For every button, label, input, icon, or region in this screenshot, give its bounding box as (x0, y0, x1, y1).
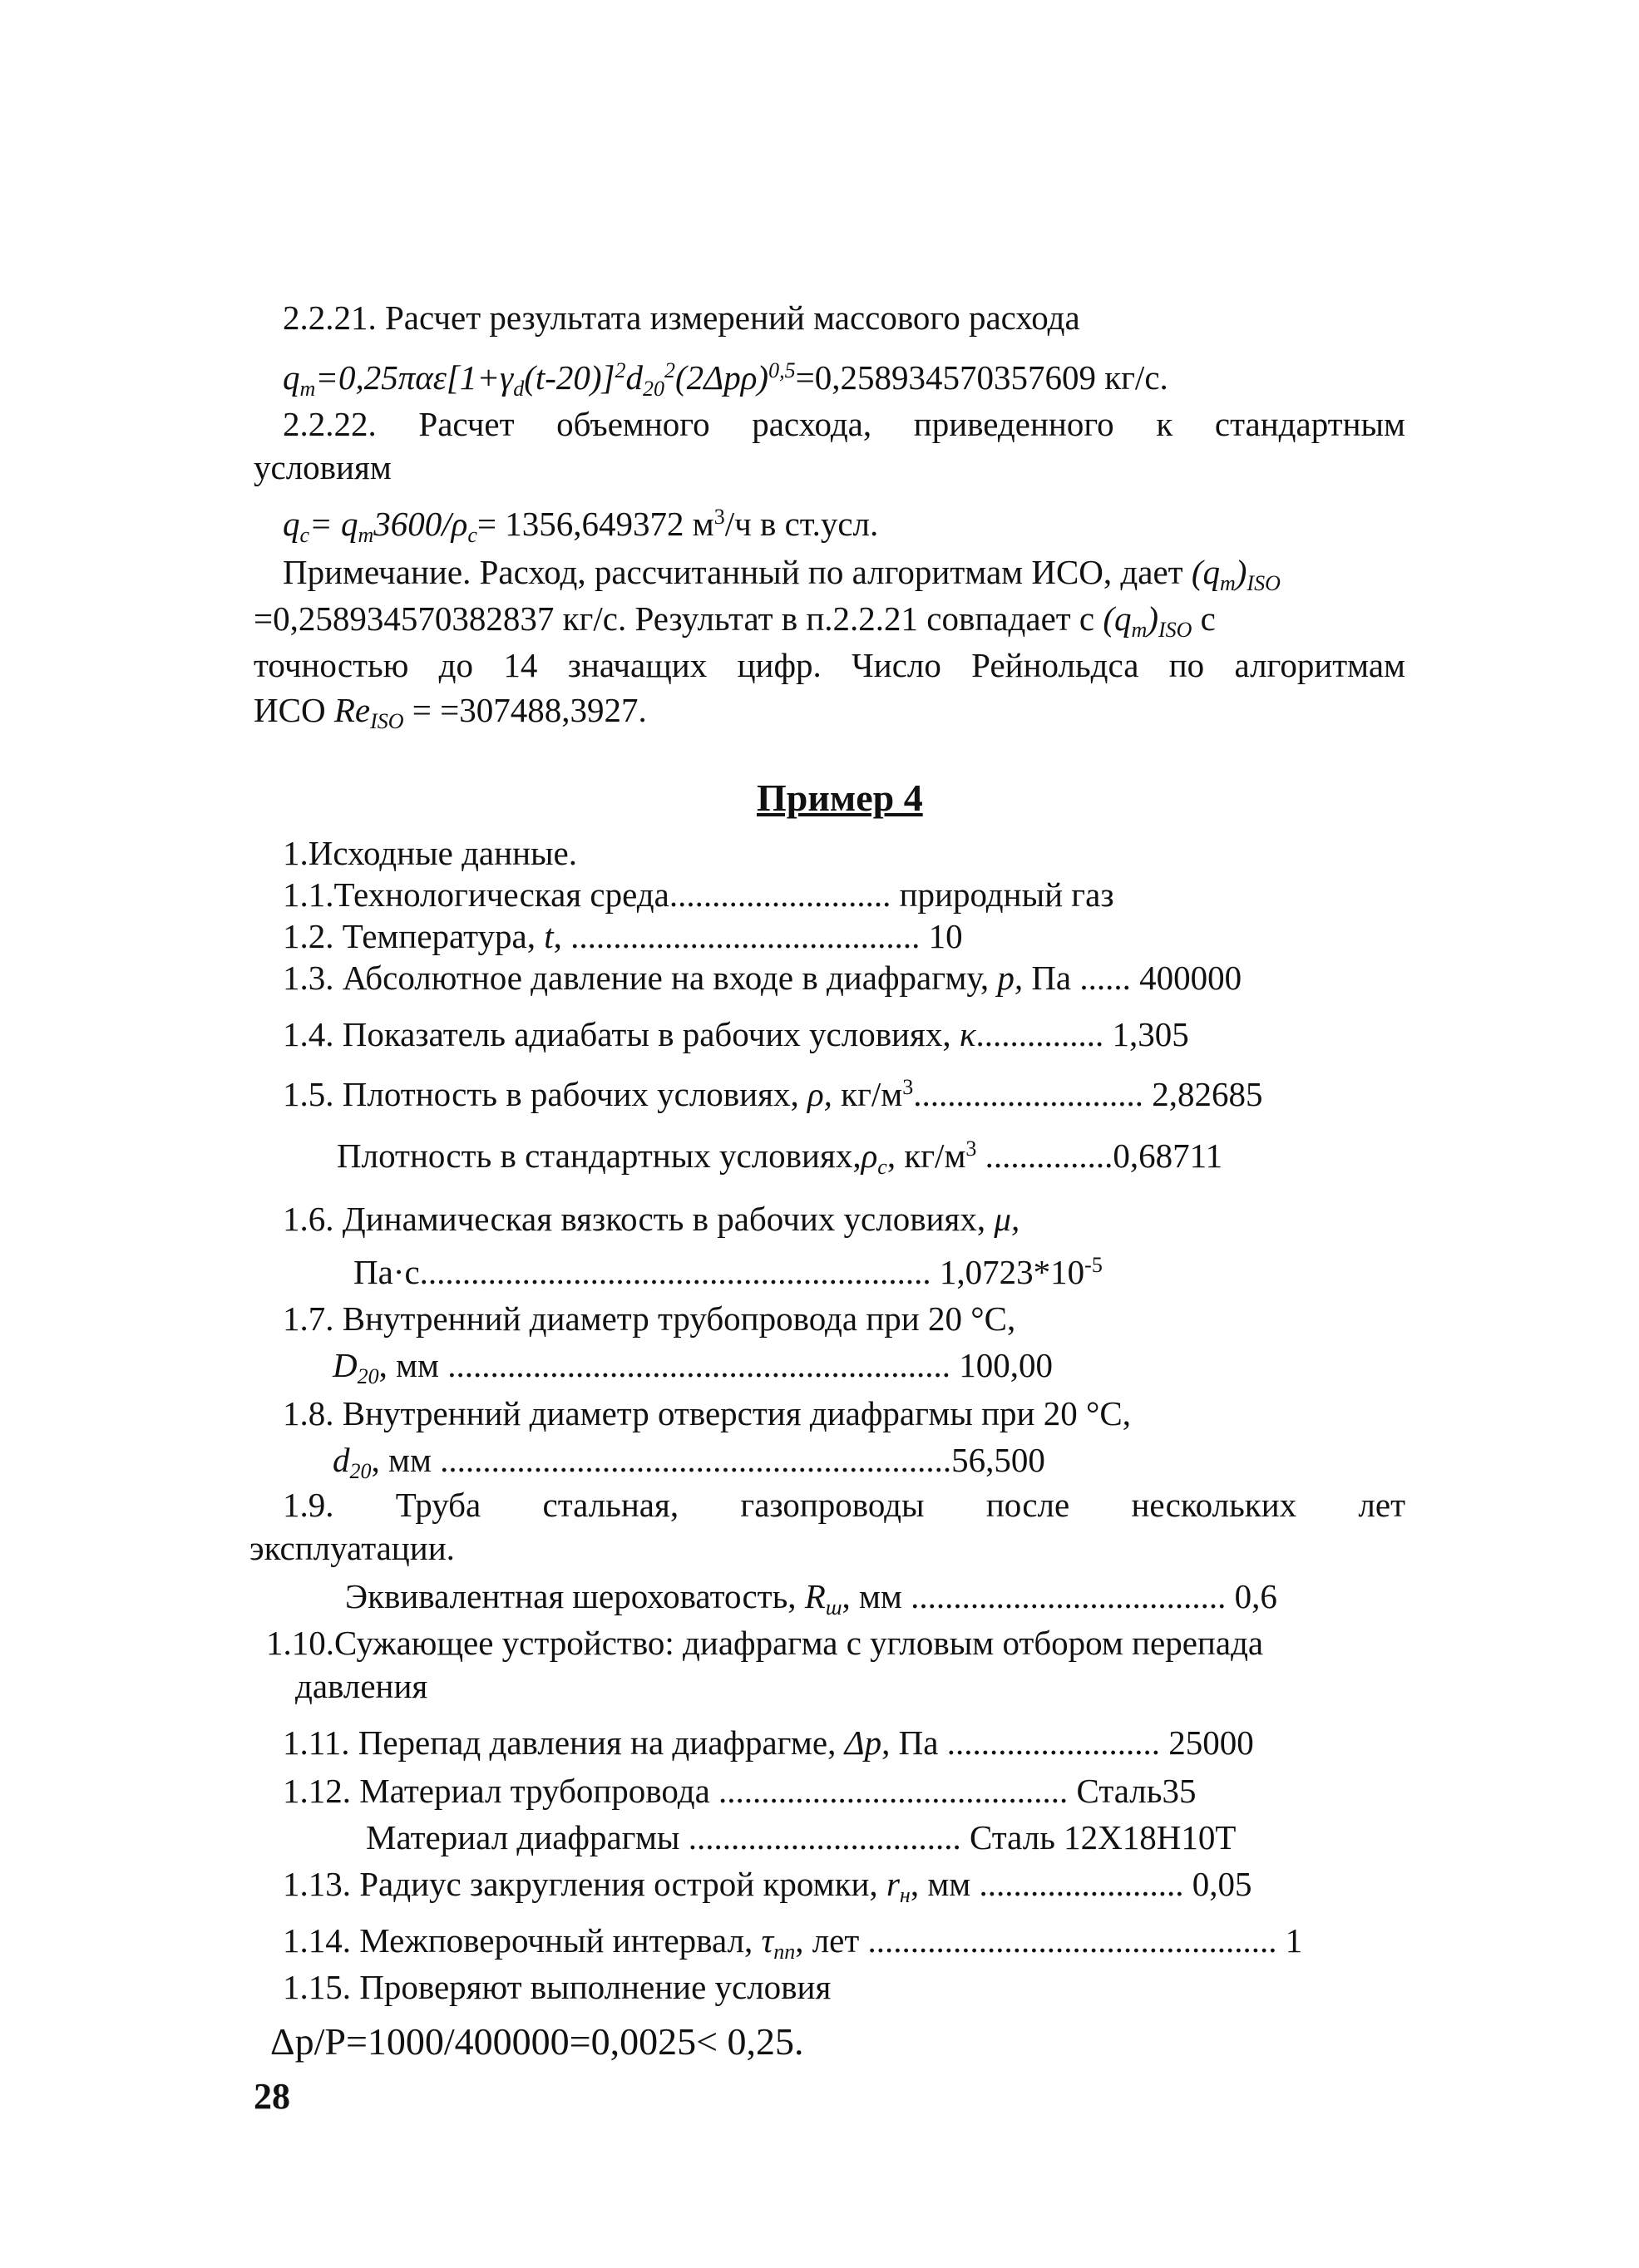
item-1-5-text: 1.5. Плотность в рабочих условиях, (283, 1075, 799, 1113)
item-1-14-value: , лет ................................................ 1 (795, 1921, 1303, 1960)
item-1-7-value: $D_{20}$, мм ........................................................... 100,00 (333, 1346, 1053, 1388)
note-line-4-text: ИСО (254, 691, 326, 729)
item-1-9-roughness-value: , мм ..................................... 0,6 (842, 1577, 1277, 1615)
item-1-3-text: 1.3. Абсолютное давление на входе в диафрагму, (283, 959, 990, 997)
item-1-14-text: 1.14. Межповерочный интервал, (283, 1921, 753, 1960)
note-line-1-text: Примечание. Расход, рассчитанный по алгоритмам ИСО, дает (283, 553, 1183, 591)
section-2222-text: 2.2.22. Расчет объемного расхода, приведенного к стандартным (283, 405, 1405, 443)
item-1-10-cont: давления (295, 1667, 428, 1705)
item-1-15-formula: Δр/Р=1000/400000=0,0025< 0,25. (270, 2020, 804, 2063)
volume-flow-value: = 1356,649372 м (476, 505, 714, 543)
note-line-4: ИСО $Re_{ISO} = =307488,3927$. (254, 691, 647, 733)
item-1-15: 1.15. Проверяют выполнение условия (283, 1968, 832, 2006)
note-line-2-end: с (1200, 599, 1216, 638)
item-1-5-std-unit: , кг/м (886, 1136, 966, 1175)
item-1-2-value: , ......................................... 10 (553, 917, 963, 955)
item-1-5-std: Плотность в стандартных $условиях,\rho_c$, $кг/м^3$ ...............0,68711 (337, 1136, 1223, 1179)
item-1-7-value-text: , мм ........................................................... 100,00 (378, 1346, 1053, 1384)
item-1-6-value (353, 1250, 1103, 1294)
item-1-10: 1.10.Сужающее устройство: диафрагма с угловым отбором перепада (266, 1624, 1264, 1662)
item-1-2-text: 1.2. Температура, (283, 917, 536, 955)
item-1-9: 1.9. Труба стальная, газопроводы после нескольких лет (283, 1486, 1405, 1524)
item-1-7: 1.7. Внутренний диаметр трубопровода при 20 °С, (283, 1299, 1016, 1338)
section-2222-text-cont: условиям (254, 448, 392, 486)
item-1-4-value: ............... 1,305 (975, 1015, 1189, 1053)
item-1-4: 1.4. Показатель адиабаты в рабочих условиях, κ............... 1,305 (283, 1015, 1189, 1053)
item-1-9-roughness-text: Эквивалентная шероховатость, (345, 1577, 797, 1615)
item-1-13-value: , мм ........................ 0,05 (910, 1865, 1252, 1903)
note-line-2: =0,258934570382837 кг/с. Результат в п.2.2.21 совпадает с $(q_m)_{ISO}$ с (254, 599, 1216, 642)
item-1-5-unit: кг/м (841, 1075, 903, 1113)
item-1-6-text: 1.6. Динамическая вязкость в рабочих условиях, (283, 1200, 986, 1238)
mass-flow-formula: $q_m=0,25\pi\alpha\varepsilon[1+\gamma_d(t-20)]^2d_{20}^2(2\Delta p\rho)^{0,5}=0,258934570357609$ кг/с. (283, 358, 1168, 401)
note-line-1: Примечание. Расход, рассчитанный по алгоритмам ИСО, дает $(q_m)_{ISO}$ (283, 553, 1281, 595)
item-1-4-text: 1.4. Показатель адиабаты в рабочих условиях, (283, 1015, 951, 1053)
item-1-11: 1.11. Перепад давления на диафрагме, Δp, Па ......................... 25000 (283, 1723, 1254, 1762)
reynolds-value: = =307488,3927. (412, 691, 647, 729)
item-1-12-orifice: Материал диафрагмы ................................ Сталь 12Х18Н10Т (366, 1818, 1237, 1856)
item-1-8-value-text: , мм ............................................................56,500 (371, 1441, 1045, 1479)
item-1-3-value: Па ...... 400000 (1031, 959, 1242, 997)
volume-flow-unit: /ч в ст.усл. (724, 505, 879, 543)
item-1-5-std-value: ...............0,68711 (976, 1136, 1223, 1175)
item-1-5: 1.5. Плотность в рабочих условиях, ρ, $кг/м^3$........................... 2,82685 (283, 1075, 1263, 1113)
item-1-11-text: 1.11. Перепад давления на диафрагме, (283, 1723, 837, 1762)
item-1-9-cont: эксплуатации. (249, 1529, 455, 1567)
item-1-8-value: $d_{20}$, мм ............................................................56,500 (333, 1441, 1045, 1483)
item-1-1: 1.1.Технологическая среда.......................... природный газ (283, 875, 1114, 914)
item-1-12: 1.12. Материал трубопровода ......................................... Сталь35 (283, 1772, 1197, 1810)
example-title: Пример 4 (757, 777, 923, 819)
item-1-9-roughness: Эквивалентная шероховатость, $R_ш$, мм ..................................... 0,6 (345, 1577, 1277, 1620)
page-number: 28 (254, 2076, 290, 2117)
item-1-3: 1.3. Абсолютное давление на входе в диафрагму, p, Па ...... 400000 (283, 959, 1242, 997)
note-line-2-text: =0,258934570382837 кг/с. Результат в п.2.2.21 совпадает с (254, 599, 1095, 638)
note-line-3: точностью до 14 значащих цифр. Число Рейнольдса по алгоритмам (254, 646, 1405, 684)
item-1-14: 1.14. Межповерочный интервал, $\tau_{пп}$, лет ................................................ 1 (283, 1921, 1303, 1964)
item-1-6-exponent: -5 (1084, 1253, 1103, 1277)
item-1-13: 1.13. Радиус закругления острой кромки, $r_н$, мм ........................ 0,05 (283, 1865, 1252, 1907)
item-1-2: 1.2. Температура, t, ......................................... 10 (283, 917, 963, 955)
item-1-8: 1.8. Внутренний диаметр отверстия диафрагмы при 20 °С, (283, 1394, 1131, 1432)
item-1-11-value: , Па ......................... 25000 (881, 1723, 1254, 1762)
mass-flow-value: =0,258934570357609 кг/с. (795, 358, 1168, 397)
item-1-6-value-text: Па·с............................................................ 1,0723*10 (353, 1253, 1085, 1291)
item-1-6: 1.6. Динамическая вязкость в рабочих условиях, μ, (283, 1200, 1020, 1238)
item-1-5-value: ........................... 2,82685 (913, 1075, 1263, 1113)
section-2221-title: 2.2.21. Расчет результата измерений массового расхода (283, 298, 1080, 337)
item-1-13-text: 1.13. Радиус закругления острой кромки, (283, 1865, 878, 1903)
volume-flow-formula: $q_c= q_m3600/\rho_c= 1356,649372$ $м^3/ч$ в ст.усл. (283, 505, 879, 547)
item-1-5-std-text: Плотность в стандартных условиях, (337, 1136, 861, 1175)
item-1: 1.Исходные данные. (283, 834, 578, 872)
